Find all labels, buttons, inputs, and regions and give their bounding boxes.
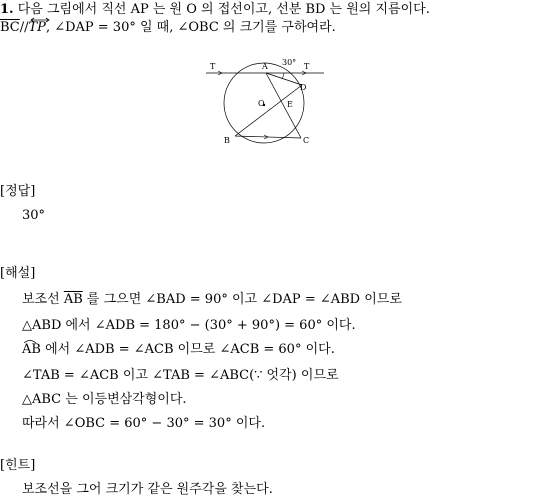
solution-line-5: △ABC 는 이등변삼각형이다. [22, 392, 187, 407]
solution-header: [해설] [0, 266, 36, 281]
label-t-left: T [210, 62, 216, 71]
diameter-bd [235, 85, 302, 136]
problem-text: 다음 그림에서 직선 AP 는 원 O 의 접선이고, 선분 BD 는 원의 지름이다. [17, 2, 430, 17]
problem-line-1 [0, 2, 430, 18]
hint-header: [힌트] [0, 458, 36, 473]
answer-header: [정답] [0, 184, 36, 199]
line-tp: TP [29, 20, 46, 36]
geometry-figure [200, 54, 330, 154]
solution-line-6: 따라서 ∠OBC = 60° − 30° = 30° 이다. [22, 416, 266, 431]
label-angle: 30° [282, 58, 297, 67]
answer-value: 30° [22, 208, 46, 223]
label-c: C [303, 136, 310, 145]
hint-text: 보조선을 그어 크기가 같은 원주각을 찾는다. [22, 482, 273, 497]
label-a: A [262, 62, 268, 71]
solution-line-2: △ABD 에서 ∠ADB = 180° − (30° + 90°) = 60° 이다. [22, 318, 356, 333]
problem-line-2 [0, 20, 336, 36]
label-d: D [300, 83, 307, 92]
arc-ab: AB [22, 342, 41, 358]
solution-line-4: ∠TAB = ∠ACB 이고 ∠TAB = ∠ABC(∵ 엇각) 이므로 [22, 368, 339, 383]
parallel-symbol: // [19, 20, 29, 35]
label-b: B [224, 136, 230, 145]
problem-number: 1. [0, 2, 14, 17]
segment-ab: $\overline{AB}$ [63, 292, 83, 307]
solution-line-1: 보조선 $\overline{AB}$ 를 그으면 ∠BAD = 90° 이고 ∠DAP = ∠ABD 이므로 [22, 292, 402, 307]
solution-line-3: AB 에서 ∠ADB = ∠ACB 이므로 ∠ACB = 60° 이다. [22, 342, 335, 358]
segment-bc: $\overline{BC}$ [0, 20, 20, 35]
label-o: O [258, 99, 265, 108]
arc-icon [23, 339, 37, 344]
label-t-right: T [304, 62, 310, 71]
double-arrow-icon [29, 17, 51, 23]
label-e: E [287, 100, 293, 109]
angle-arc [282, 73, 284, 79]
problem-text-2: , ∠DAP = 30° 일 때, ∠OBC 의 크기를 구하여라. [45, 20, 336, 35]
